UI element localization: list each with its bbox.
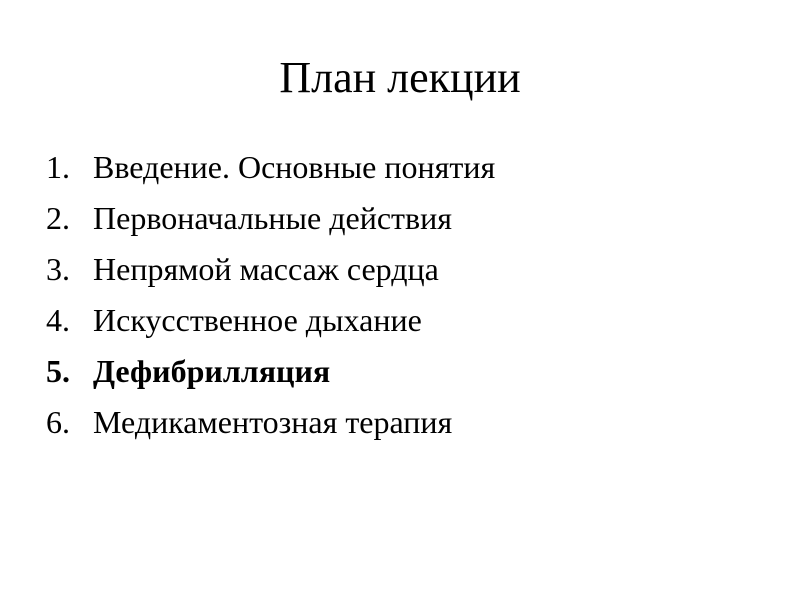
outline-item-number: 6. <box>46 404 70 440</box>
outline-item-number: 4. <box>46 302 70 338</box>
slide-title: План лекции <box>279 53 521 102</box>
lecture-outline <box>46 142 766 448</box>
outline-item-number: 5. <box>46 353 70 389</box>
outline-item-label: Искусственное дыхание <box>93 302 422 338</box>
outline-item-1 <box>46 142 766 193</box>
outline-item-3 <box>46 244 766 295</box>
outline-item-4 <box>46 295 766 346</box>
outline-item-number: 3. <box>46 251 70 287</box>
outline-item-2 <box>46 193 766 244</box>
outline-item-label: Введение. Основные понятия <box>93 149 496 185</box>
outline-item-label: Медикаментозная терапия <box>93 404 453 440</box>
outline-item-6 <box>46 397 766 448</box>
outline-item-number: 2. <box>46 200 70 236</box>
outline-item-label: Дефибрилляция <box>93 353 331 389</box>
outline-item-label: Непрямой массаж сердца <box>93 251 439 287</box>
outline-item-label: Первоначальные действия <box>93 200 452 236</box>
outline-item-number: 1. <box>46 149 70 185</box>
outline-item-5 <box>46 346 766 397</box>
